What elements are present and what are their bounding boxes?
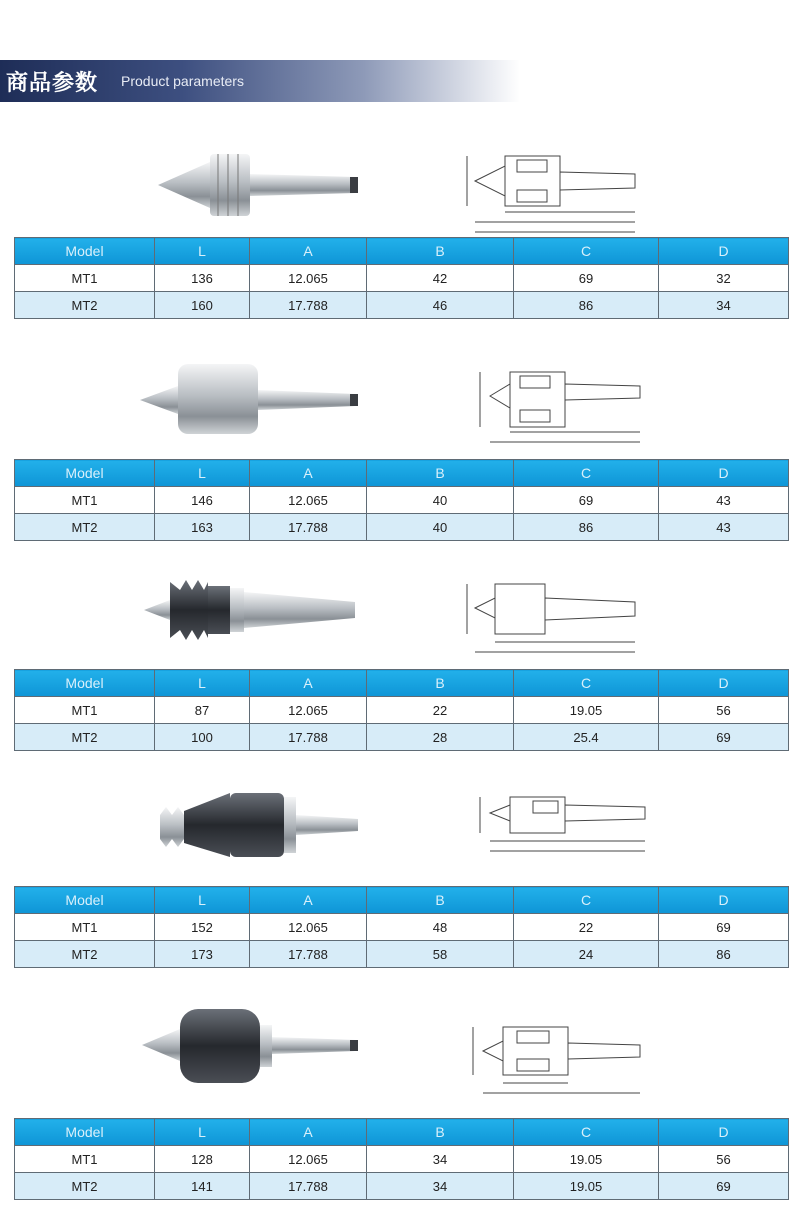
cell-l: 146 — [155, 487, 250, 514]
cell-b: 34 — [367, 1173, 514, 1200]
cross-section-drawing-icon — [455, 146, 655, 246]
spec-table-2 — [14, 459, 789, 541]
cell-c: 86 — [514, 514, 659, 541]
spec-table-1 — [14, 237, 789, 319]
cell-c: 69 — [514, 487, 659, 514]
col-a: A — [250, 670, 367, 697]
cell-c: 19.05 — [514, 1173, 659, 1200]
col-b: B — [367, 460, 514, 487]
col-b: B — [367, 887, 514, 914]
col-a: A — [250, 238, 367, 265]
cell-model: MT1 — [15, 265, 155, 292]
cell-l: 152 — [155, 914, 250, 941]
table-header-row — [15, 460, 789, 487]
cell-a: 17.788 — [250, 292, 367, 319]
col-model: Model — [15, 670, 155, 697]
col-b: B — [367, 1119, 514, 1146]
col-a: A — [250, 1119, 367, 1146]
cell-model: MT2 — [15, 514, 155, 541]
col-d: D — [659, 238, 789, 265]
cell-model: MT1 — [15, 487, 155, 514]
cell-c: 24 — [514, 941, 659, 968]
cross-section-drawing-icon — [455, 791, 655, 891]
col-c: C — [514, 238, 659, 265]
col-c: C — [514, 1119, 659, 1146]
cell-d: 69 — [659, 724, 789, 751]
cell-d: 86 — [659, 941, 789, 968]
spec-table-5 — [14, 1118, 789, 1200]
table-header-row — [15, 670, 789, 697]
cell-b: 28 — [367, 724, 514, 751]
cone-live-center-icon — [130, 140, 370, 240]
cell-d: 43 — [659, 487, 789, 514]
col-d: D — [659, 1119, 789, 1146]
cell-d: 56 — [659, 697, 789, 724]
table-row — [15, 914, 789, 941]
cell-b: 22 — [367, 697, 514, 724]
tapered-crown-center-icon — [130, 785, 370, 885]
col-l: L — [155, 670, 250, 697]
cell-model: MT2 — [15, 941, 155, 968]
col-c: C — [514, 460, 659, 487]
cell-c: 19.05 — [514, 697, 659, 724]
cell-a: 12.065 — [250, 697, 367, 724]
cell-d: 34 — [659, 292, 789, 319]
cross-section-drawing-icon — [455, 366, 655, 466]
table-row — [15, 1173, 789, 1200]
col-l: L — [155, 1119, 250, 1146]
table-header-row — [15, 887, 789, 914]
cell-l: 100 — [155, 724, 250, 751]
cell-model: MT2 — [15, 724, 155, 751]
cell-b: 42 — [367, 265, 514, 292]
cell-l: 141 — [155, 1173, 250, 1200]
col-model: Model — [15, 238, 155, 265]
cell-l: 163 — [155, 514, 250, 541]
cell-c: 22 — [514, 914, 659, 941]
cell-a: 17.788 — [250, 941, 367, 968]
cell-d: 69 — [659, 1173, 789, 1200]
col-d: D — [659, 887, 789, 914]
cell-a: 17.788 — [250, 724, 367, 751]
cell-a: 12.065 — [250, 1146, 367, 1173]
col-model: Model — [15, 1119, 155, 1146]
cell-b: 48 — [367, 914, 514, 941]
black-live-center-icon — [130, 1003, 370, 1103]
cell-a: 12.065 — [250, 487, 367, 514]
col-l: L — [155, 460, 250, 487]
cross-section-drawing-icon — [455, 1011, 655, 1111]
header-title-cn: 商品参数 — [6, 71, 99, 96]
cell-d: 56 — [659, 1146, 789, 1173]
cell-c: 25.4 — [514, 724, 659, 751]
cell-model: MT1 — [15, 914, 155, 941]
col-l: L — [155, 887, 250, 914]
table-header-row — [15, 1119, 789, 1146]
cell-l: 87 — [155, 697, 250, 724]
cell-c: 86 — [514, 292, 659, 319]
cell-model: MT1 — [15, 697, 155, 724]
cell-d: 69 — [659, 914, 789, 941]
cell-c: 19.05 — [514, 1146, 659, 1173]
crown-live-center-icon — [130, 568, 370, 668]
col-b: B — [367, 670, 514, 697]
table-header-row — [15, 238, 789, 265]
spec-table-4 — [14, 886, 789, 968]
cell-a: 12.065 — [250, 265, 367, 292]
cell-d: 43 — [659, 514, 789, 541]
col-a: A — [250, 460, 367, 487]
cell-l: 160 — [155, 292, 250, 319]
table-row — [15, 487, 789, 514]
table-row — [15, 514, 789, 541]
col-model: Model — [15, 460, 155, 487]
cell-c: 69 — [514, 265, 659, 292]
col-c: C — [514, 670, 659, 697]
cell-b: 58 — [367, 941, 514, 968]
cell-b: 34 — [367, 1146, 514, 1173]
table-row — [15, 697, 789, 724]
cross-section-drawing-icon — [455, 576, 655, 676]
table-row — [15, 941, 789, 968]
section-header — [0, 60, 520, 102]
col-model: Model — [15, 887, 155, 914]
cell-b: 40 — [367, 514, 514, 541]
col-l: L — [155, 238, 250, 265]
cell-model: MT1 — [15, 1146, 155, 1173]
cell-l: 173 — [155, 941, 250, 968]
col-d: D — [659, 460, 789, 487]
cell-b: 46 — [367, 292, 514, 319]
table-row — [15, 265, 789, 292]
cell-model: MT2 — [15, 292, 155, 319]
cell-l: 128 — [155, 1146, 250, 1173]
spec-table-3 — [14, 669, 789, 751]
table-row — [15, 292, 789, 319]
cell-model: MT2 — [15, 1173, 155, 1200]
cell-d: 32 — [659, 265, 789, 292]
table-row — [15, 724, 789, 751]
col-d: D — [659, 670, 789, 697]
col-b: B — [367, 238, 514, 265]
cell-a: 12.065 — [250, 914, 367, 941]
col-a: A — [250, 887, 367, 914]
cell-b: 40 — [367, 487, 514, 514]
cell-l: 136 — [155, 265, 250, 292]
col-c: C — [514, 887, 659, 914]
table-row — [15, 1146, 789, 1173]
cell-a: 17.788 — [250, 1173, 367, 1200]
heavy-live-center-icon — [130, 360, 370, 460]
cell-a: 17.788 — [250, 514, 367, 541]
header-title-en: Product parameters — [121, 73, 244, 89]
